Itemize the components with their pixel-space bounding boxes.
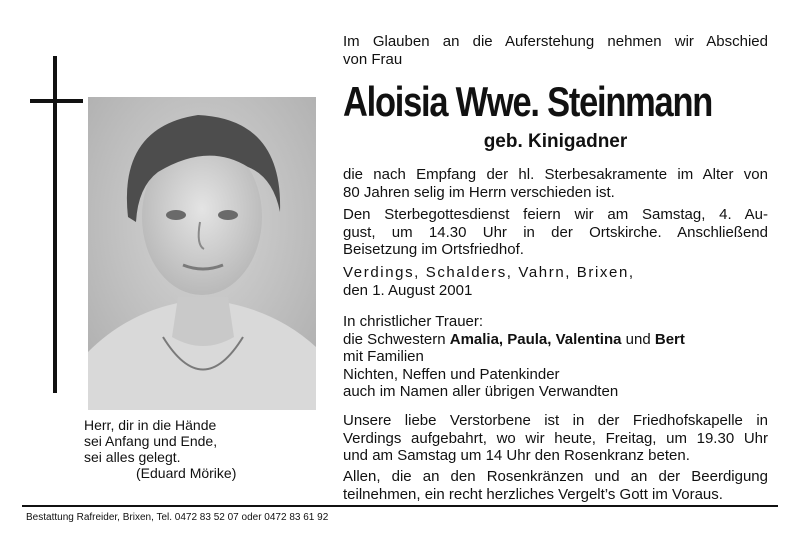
poem-line: sei Anfang und Ende, [84, 433, 218, 449]
mourner-line: auch im Namen aller übrigen Verwandten [343, 383, 619, 400]
cross-icon-bar [30, 99, 83, 103]
funeral-home-footer: Bestattung Rafreider, Brixen, Tel. 0472 83 52 07 oder 0472 83 61 92 [26, 512, 329, 523]
death-line: die nach Empfang der hl. Sterbesakramente im Alter von [343, 166, 768, 183]
deceased-name: Aloisia Wwe. Steinmann [343, 78, 713, 125]
intro-line: Im Glauben an die Auferstehung nehmen wir Abschied [343, 33, 768, 50]
cross-icon [53, 56, 57, 393]
mourner-line: Nichten, Neffen und Patenkinder [343, 365, 560, 383]
place-line: Verdings, Schalders, Vahrn, Brixen, [343, 264, 635, 281]
service-line: gust, um 14.30 Uhr in der Ortskirche. Anschließend [343, 223, 768, 241]
viewing-line: und am Samstag um 14 Uhr den Rosenkranz beten. [343, 447, 690, 464]
service-line: Den Sterbegottesdienst feiern wir am Samstag, 4. Au- [343, 206, 768, 223]
poem [84, 417, 236, 481]
maiden-name: geb. Kinigadner [483, 131, 628, 152]
intro-line: von Frau [343, 50, 403, 68]
thanks-line: teilnehmen, ein recht herzliches Vergelt’s Gott im Voraus. [343, 485, 723, 503]
poem-line: sei alles gelegt. [84, 449, 181, 465]
and-word: und [621, 330, 655, 348]
intro-text [343, 33, 768, 68]
place-date [343, 264, 768, 299]
viewing-line: Verdings aufgebahrt, wo wir heute, Freitag, um 19.30 Uhr [343, 429, 768, 447]
viewing-text [343, 412, 768, 465]
date-line: den 1. August 2001 [343, 281, 473, 299]
poem-author: (Eduard Mörike) [136, 465, 237, 481]
sisters-names: Amalia, Paula, Valentina [449, 330, 622, 348]
service-text [343, 206, 768, 259]
mourning-heading: In christlicher Trauer: [343, 313, 484, 330]
mourners [343, 313, 768, 401]
sisters-line [343, 331, 768, 349]
divider [22, 505, 778, 507]
service-line: Beisetzung im Ortsfriedhof. [343, 241, 524, 258]
poem-line: Herr, dir in die Hände [84, 417, 217, 433]
thanks-line: Allen, die an den Rosenkränzen und an der Beerdigung [343, 468, 768, 485]
mourner-line: mit Familien [343, 348, 424, 365]
death-text [343, 166, 768, 201]
portrait-photo [88, 97, 316, 410]
sisters-prefix: die Schwestern [343, 330, 450, 348]
brother-name: Bert [654, 330, 685, 348]
viewing-line: Unsere liebe Verstorbene ist in der Friedhofskapelle in [343, 412, 768, 429]
thanks-text [343, 468, 768, 503]
death-line: 80 Jahren selig im Herrn verschieden ist. [343, 183, 615, 201]
